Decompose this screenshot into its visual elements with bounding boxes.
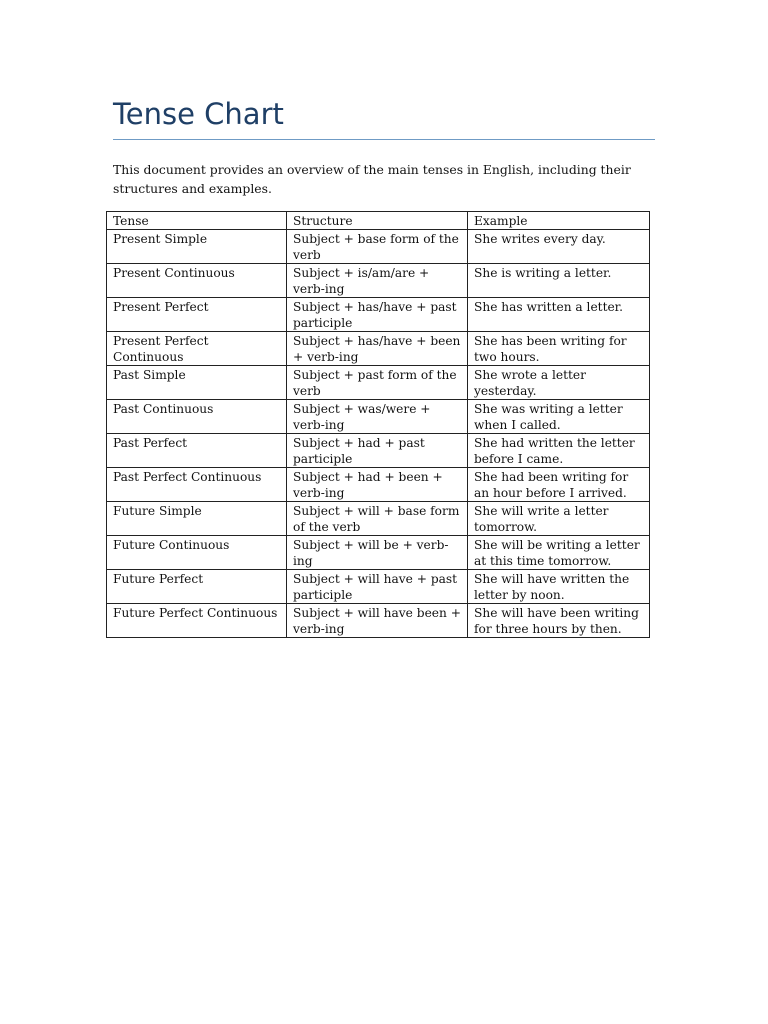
table-row <box>107 570 650 604</box>
cell-structure: Subject + past form of the verb <box>287 366 468 400</box>
cell-tense: Past Simple <box>107 366 287 400</box>
table-row <box>107 298 650 332</box>
table-row <box>107 502 650 536</box>
cell-example: She has written a letter. <box>468 298 650 332</box>
cell-tense: Past Continuous <box>107 400 287 434</box>
cell-example: She will have written the letter by noon. <box>468 570 650 604</box>
table-header-row <box>107 212 650 230</box>
table-row <box>107 230 650 264</box>
table-row <box>107 434 650 468</box>
cell-structure: Subject + will + base form of the verb <box>287 502 468 536</box>
cell-structure: Subject + has/have + been + verb-ing <box>287 332 468 366</box>
table-row <box>107 468 650 502</box>
cell-tense: Present Simple <box>107 230 287 264</box>
cell-structure: Subject + was/were + verb-ing <box>287 400 468 434</box>
title-underline <box>113 139 655 140</box>
tense-table <box>106 211 650 638</box>
table-row <box>107 536 650 570</box>
cell-example: She is writing a letter. <box>468 264 650 298</box>
cell-example: She was writing a letter when I called. <box>468 400 650 434</box>
cell-example: She will be writing a letter at this time tomorrow. <box>468 536 650 570</box>
table-row <box>107 264 650 298</box>
table-row <box>107 332 650 366</box>
header-tense: Tense <box>107 212 287 230</box>
cell-example: She writes every day. <box>468 230 650 264</box>
cell-tense: Present Perfect Continuous <box>107 332 287 366</box>
cell-structure: Subject + base form of the verb <box>287 230 468 264</box>
cell-example: She will have been writing for three hours by then. <box>468 604 650 638</box>
cell-structure: Subject + will have + past participle <box>287 570 468 604</box>
cell-structure: Subject + had + past participle <box>287 434 468 468</box>
cell-structure: Subject + will be + verb-ing <box>287 536 468 570</box>
cell-tense: Future Perfect Continuous <box>107 604 287 638</box>
table-row <box>107 400 650 434</box>
page-title: Tense Chart <box>113 97 284 131</box>
cell-tense: Present Continuous <box>107 264 287 298</box>
cell-structure: Subject + had + been + verb-ing <box>287 468 468 502</box>
cell-example: She had written the letter before I came. <box>468 434 650 468</box>
table-row <box>107 604 650 638</box>
cell-structure: Subject + is/am/are + verb-ing <box>287 264 468 298</box>
cell-tense: Past Perfect Continuous <box>107 468 287 502</box>
cell-example: She wrote a letter yesterday. <box>468 366 650 400</box>
cell-example: She had been writing for an hour before I arrived. <box>468 468 650 502</box>
cell-structure: Subject + will have been + verb-ing <box>287 604 468 638</box>
header-structure: Structure <box>287 212 468 230</box>
intro-paragraph: This document provides an overview of the main tenses in English, including their structures and examples. <box>113 162 631 196</box>
cell-example: She will write a letter tomorrow. <box>468 502 650 536</box>
cell-tense: Past Perfect <box>107 434 287 468</box>
header-example: Example <box>468 212 650 230</box>
cell-structure: Subject + has/have + past participle <box>287 298 468 332</box>
cell-example: She has been writing for two hours. <box>468 332 650 366</box>
cell-tense: Future Perfect <box>107 570 287 604</box>
cell-tense: Present Perfect <box>107 298 287 332</box>
table-row <box>107 366 650 400</box>
cell-tense: Future Continuous <box>107 536 287 570</box>
cell-tense: Future Simple <box>107 502 287 536</box>
